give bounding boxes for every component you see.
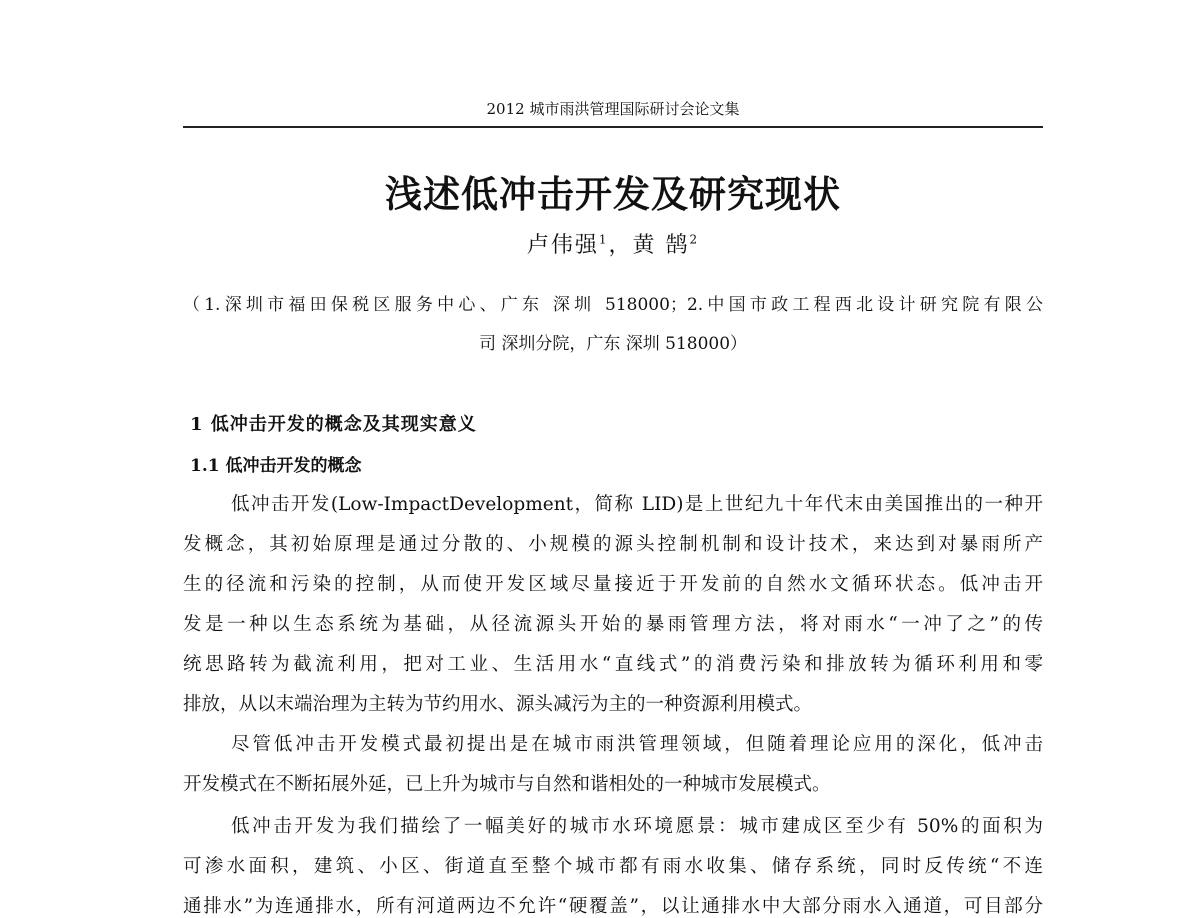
body-line: 低冲击开发(Low-ImpactDevelopment，简称 LID)是上世纪九十年代末由美国推出的一种开: [231, 494, 1043, 515]
author-affil-mark: 1: [598, 232, 609, 247]
authors: [183, 228, 1043, 259]
running-head: 2012 城市雨洪管理国际研讨会论文集: [486, 100, 740, 118]
body-line: 排放，从以末端治理为主转为节约用水、源头减污为主的一种资源利用模式。: [183, 694, 813, 715]
author-affil-mark: 2: [689, 232, 700, 247]
body-line: 尽管低冲击开发模式最初提出是在城市雨洪管理领域，但随着理论应用的深化，低冲击: [231, 734, 1043, 755]
body-line: 通排水”为连通排水，所有河道两边不允许“硬覆盖”，以让通排水中大部分雨水入通道，可目部分: [183, 896, 1043, 917]
body-line: 低冲击开发为我们描绘了一幅美好的城市水环境愿景：城市建成区至少有 50%的面积为: [231, 816, 1043, 837]
subsection-heading: 1.1 低冲击开发的概念: [190, 456, 362, 476]
author-name: 卢伟强: [526, 233, 599, 258]
header-rule: [183, 126, 1043, 128]
affiliation-line: 司 深圳分院，广东 深圳 518000）: [478, 334, 748, 354]
author-name: 黄 鹄: [632, 233, 690, 258]
affiliation-line: （1.深圳市福田保税区服务中心、广东 深圳 518000；2.中国市政工程西北设计研究院有限公: [183, 295, 1043, 315]
body-line: 可渗水面积，建筑、小区、街道直至整个城市都有雨水收集、储存系统，同时反传统“不连: [183, 856, 1043, 877]
body-line: 开发模式在不断拓展外延，已上升为城市与自然和谐相处的一种城市发展模式。: [183, 774, 831, 795]
body-line: 发概念，其初始原理是通过分散的、小规模的源头控制机制和设计技术，来达到对暴雨所产: [183, 534, 1043, 555]
body-line: 生的径流和污染的控制，从而使开发区域尽量接近于开发前的自然水文循环状态。低冲击开: [183, 574, 1043, 595]
author-separator: ，: [608, 233, 633, 258]
paper-title: 浅述低冲击开发及研究现状: [385, 173, 841, 216]
body-line: 发是一种以生态系统为基础，从径流源头开始的暴雨管理方法，将对雨水“一冲了之”的传: [183, 614, 1043, 635]
body-line: 统思路转为截流利用，把对工业、生活用水“直线式”的消费污染和排放转为循环利用和零: [183, 654, 1043, 675]
section-heading: 1 低冲击开发的概念及其现实意义: [190, 414, 477, 435]
